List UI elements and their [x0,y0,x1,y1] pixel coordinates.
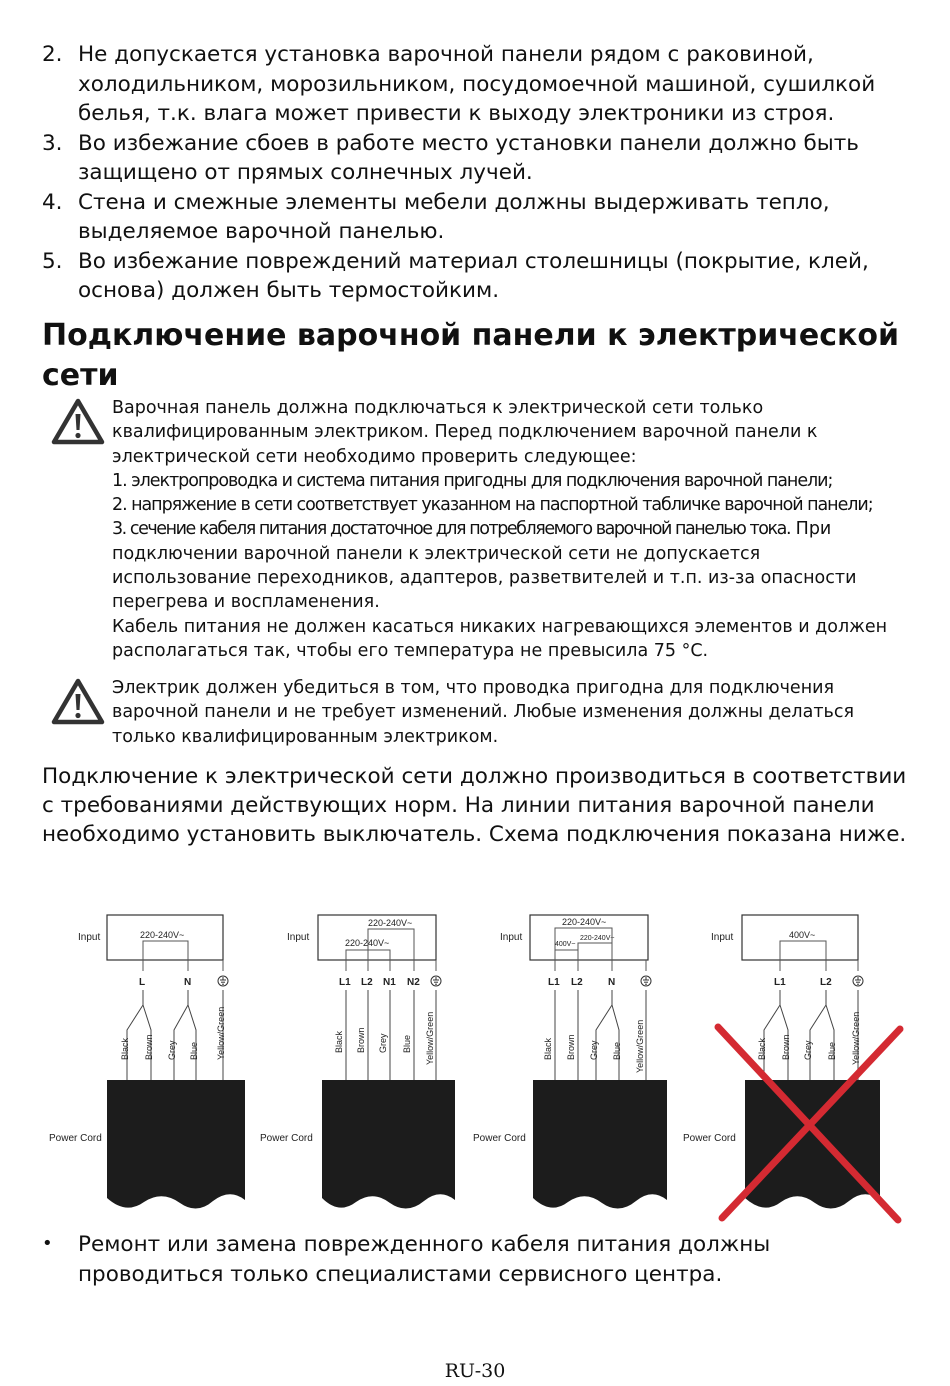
wire-label-grey: Grey [167,1040,177,1060]
wire-label-grey: Grey [589,1040,599,1060]
wire-label-black: Black [334,1030,344,1053]
list-number: 3. [42,130,63,156]
terminal-L2: L2 [820,977,832,988]
wire-label-brown: Brown [566,1034,576,1060]
voltage-label: 220-240V~ [345,938,390,948]
terminal-L2: L2 [361,977,373,988]
wire-label-grey: Grey [803,1040,813,1060]
section-heading: Подключение варочной панели к электрической сети [42,318,899,393]
input-label: Input [287,932,310,943]
terminal-N2: N2 [407,977,420,988]
power-cord-label: Power Cord [473,1133,526,1144]
terminal-N: N [608,977,616,988]
voltage-label: 220-240V~ [580,935,615,942]
list-number: 2. [42,42,63,67]
wire-label-blue: Blue [827,1041,837,1060]
voltage-label: 220-240V~ [140,930,185,940]
ground-icon [218,976,228,986]
warning-triangle-icon [50,676,106,728]
wire-label-black: Black [543,1037,553,1060]
page-number: RU-30 [444,1360,506,1382]
list-item [42,247,912,306]
terminal-L2: L2 [571,977,583,988]
ground-icon [641,976,651,986]
installation-list [42,40,912,306]
list-item [42,188,912,247]
list-item [42,129,912,188]
wire-label-yellow-green: Yellow/Green [425,1011,435,1065]
voltage-label: 220-240V~ [562,917,607,927]
wire-label-brown: Brown [356,1027,366,1053]
wire-label-brown: Brown [781,1034,791,1060]
terminal-N1: N1 [383,977,396,988]
list-text: Во избежание сбоев в работе место установки панели должно быть защищено от прямых солнечных лучей. [78,130,859,185]
wiring-diagram-3 [473,915,667,1209]
wiring-diagram-2 [260,915,455,1209]
check-item-2: 2. напряжение в сети соответствует указанном на паспортной табличке варочной панели; [112,495,873,516]
warning-rest: При подключении варочной панели к электрической сети не допускается использование переходников, адаптеров, разветвителей и т.п. из-за опасности перегрева и воспламенения. [112,519,857,613]
connection-paragraph: Подключение к электрической сети должно производиться в соответствии с требованиями действующих норм. На линии питания варочной панели необходимо установить выключатель. Схема подключения показана ниже. [42,764,907,847]
check-item-3: 3. сечение кабеля питания достаточное для потребляемого варочной панелью тока. [112,519,791,540]
wire-label-brown: Brown [144,1034,154,1060]
wiring-diagrams [40,905,910,1225]
wire-label-blue: Blue [612,1041,622,1060]
terminal-L1: L1 [774,977,786,988]
list-item [42,1230,912,1289]
terminal-L1: L1 [339,977,351,988]
wiring-diagram-1 [49,915,245,1209]
input-label: Input [500,932,523,943]
voltage-label: 400V~ [789,930,816,940]
bullet-list [42,1230,912,1289]
list-item [42,40,912,129]
terminal-N: N [184,977,192,988]
voltage-label: 220-240V~ [368,918,413,928]
warning-intro: Варочная панель должна подключаться к электрической сети только квалифицированным электриком. Перед подключением варочной панели к электрической сети необходимо проверить следующее: [112,398,818,467]
list-text: Во избежание повреждений материал столешницы (покрытие, клей, основа) должен быть термостойким. [78,248,869,303]
bullet-text: Ремонт или замена поврежденного кабеля питания должны проводиться только специалистами сервисного центра. [78,1232,771,1287]
input-label: Input [711,932,734,943]
wire-label-blue: Blue [189,1041,199,1060]
power-cord-label: Power Cord [49,1133,102,1144]
wire-label-yellow-green: Yellow/Green [216,1006,226,1060]
power-cord-block [107,1080,245,1209]
power-cord-label: Power Cord [683,1133,736,1144]
list-number: 5. [42,248,63,274]
power-cord-block [322,1080,455,1209]
input-label: Input [78,932,101,943]
ground-icon [853,976,863,986]
voltage-label: 400V~ [555,941,576,948]
terminal-L: L [139,977,146,988]
list-text: Стена и смежные элементы мебели должны выдерживать тепло, выделяемое варочной панелью. [78,189,830,244]
wire-label-blue: Blue [402,1034,412,1053]
ground-icon [431,976,441,986]
wire-label-black: Black [120,1037,130,1060]
warning-text [112,676,902,749]
power-cord-block [745,1080,880,1209]
electrician-note: Электрик должен убедиться в том, что проводка пригодна для подключения варочной панели и не требует изменений. Любые изменения должны делаться только квалифицированным электриком. [112,678,854,747]
check-item-1: 1. электропроводка и система питания пригодны для подключения варочной панели; [112,470,833,491]
bullet-icon: • [42,1233,53,1254]
list-number: 4. [42,189,63,215]
wire-label-yellow-green: Yellow/Green [851,1011,861,1065]
wire-label-black: Black [757,1037,767,1060]
power-cord-label: Power Cord [260,1133,313,1144]
terminal-L1: L1 [548,977,560,988]
cable-note: Кабель питания не должен касаться никаких нагревающихся элементов и должен располагаться так, чтобы его температура не превысила 75 °C. [112,616,888,661]
wiring-diagram-4 [683,915,900,1220]
warning-triangle-icon [50,396,106,448]
list-text: Не допускается установка варочной панели рядом с раковиной, холодильником, морозильником, посудомоечной машиной, сушилкой белья, т.к. влага может привести к выходу электроники из строя. [78,42,876,126]
power-cord-block [533,1080,667,1209]
warning-text [112,396,902,663]
wire-label-yellow-green: Yellow/Green [635,1019,645,1073]
wire-label-grey: Grey [378,1033,388,1053]
